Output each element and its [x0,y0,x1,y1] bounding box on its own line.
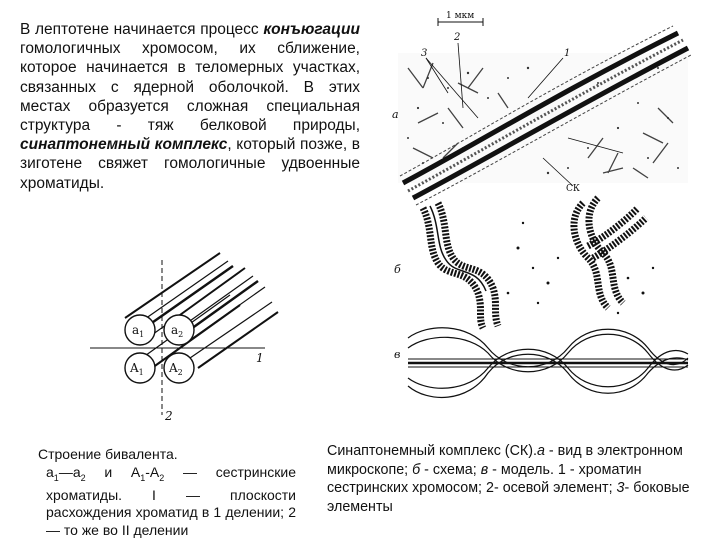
label-a2: $a_2$ [171,323,184,339]
model-panel [408,328,688,398]
bivalent-figure [80,250,280,425]
em-view-panel [398,18,691,205]
label-a1: $a_1$ [132,323,145,339]
text-part-2: гомологичных хромосом, их сближение, которое начинается в теломерных участках, связанных с ядерной оболочкой. В этих местах образуется сложная специальная структура - тяж белковой природы, [20,40,360,135]
panel-label-v: в [394,348,401,361]
text-part-3: , который позже, в зиготене свяжет гомологичные удвоенные хроматиды. [20,136,360,192]
label-A1: $A_1$ [130,361,144,377]
scheme-panel [423,198,654,328]
caption-body: $а_1—а_2$ и $А_1-А_2$ — сестринские хроматиды. I — плоскости расхождения хроматид в 1 делении; 2— то же во II делении [46,463,296,538]
synaptonemal-complex-figure [388,8,698,428]
label-2: 2 [454,32,461,43]
text-part-1: В лептотене начинается процесс [20,21,259,38]
label-1: 1 [564,48,571,59]
label-sk: СК [566,184,580,194]
main-paragraph [20,20,360,240]
keyword-synaptonemal-complex: синаптонемный комплекс [20,136,228,154]
label-A2: $A_2$ [169,361,183,377]
panel-label-a: а [392,108,399,121]
scale-label: 1 мкм [446,11,475,21]
panel-label-b: б [394,263,401,276]
caption-title: Строение бивалента. [38,446,178,462]
label-3: 3 [421,48,428,59]
label-plane-1: 1 [256,351,264,365]
bivalent-caption [38,446,296,539]
label-plane-2: 2 [165,409,173,423]
sc-caption: Синаптонемный комплекс (СК).а - вид в электронном микроскопе; б - схема; в - модель. 1 - хроматин сестринских хромосом; 2- осевой элемент; 3- боковые элементы [327,443,690,515]
keyword-conjugation: конъюгации [263,21,360,38]
